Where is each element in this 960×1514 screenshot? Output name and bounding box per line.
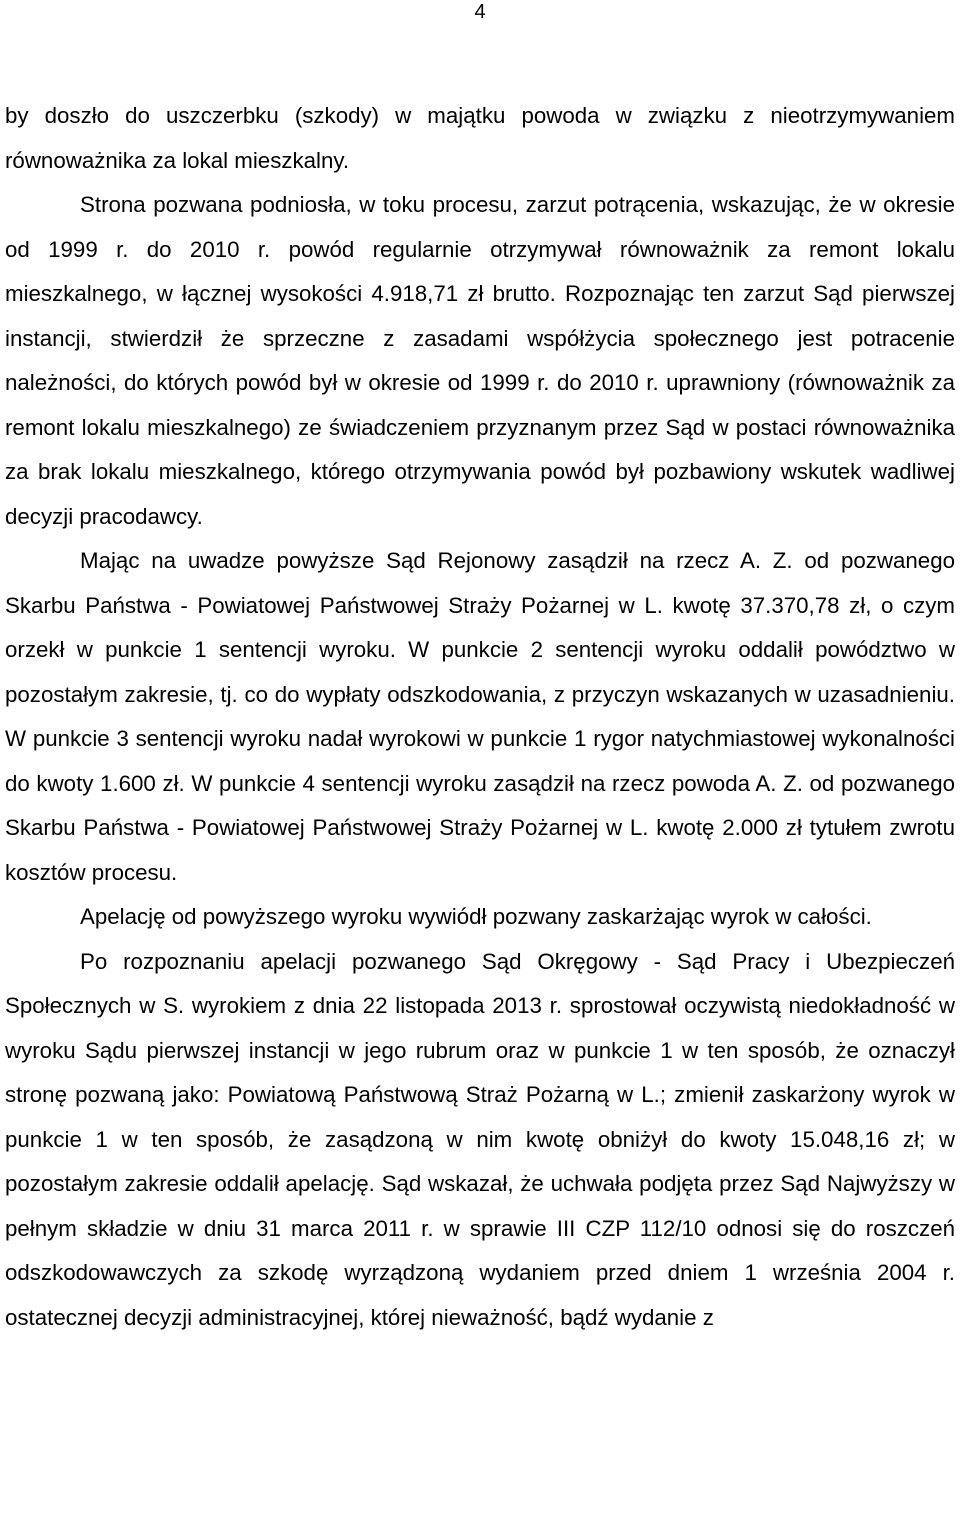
paragraph: Apelację od powyższego wyroku wywiódł pozwany zaskarżając wyrok w całości. (80, 904, 872, 929)
paragraph: Po rozpoznaniu apelacji pozwanego Sąd Okręgowy - Sąd Pracy i Ubezpieczeń Społecznych w S. wyrokiem z dnia 22 listopada 2013 r. sprostował oczywistą niedokładność w wyroku Sądu pierwszej instancji w jego rubrum oraz w punkcie 1 w ten sposób, że oznaczył stronę pozwaną jako: Powiatową Państwową Straż Pożarną w L.; zmienił zaskarżony wyrok w punkcie 1 w ten sposób, że zasądzoną w nim kwotę obniżył do kwoty 15.048,16 zł; w pozostałym zakresie oddalił apelację. Sąd wskazał, że uchwała podjęta przez Sąd Najwyższy w pełnym składzie w dniu 31 marca 2011 r. w sprawie III CZP 112/10 odnosi się do roszczeń odszkodowawczych za szkodę wyrządzoną wydaniem przed dniem 1 września 2004 r. ostatecznej decyzji administracyjnej, której nieważność, bądź wydanie z (5, 948, 955, 1330)
paragraph: Strona pozwana podniosła, w toku procesu, zarzut potrącenia, wskazując, że w okresie od 1999 r. do 2010 r. powód regularnie otrzymywał równoważnik za remont lokalu mieszkalnego, w łącznej wysokości 4.918,71 zł brutto. Rozpoznając ten zarzut Sąd pierwszej instancji, stwierdził że sprzeczne z zasadami współżycia społecznego jest potracenie należności, do których powód był w okresie od 1999 r. do 2010 r. uprawniony (równoważnik za remont lokalu mieszkalnego) ze świadczeniem przyznanym przez Sąd w postaci równoważnika za brak lokalu mieszkalnego, którego otrzymywania powód był pozbawiony wskutek wadliwej decyzji pracodawcy. (5, 192, 955, 529)
page-number: 4 (474, 1, 486, 23)
paragraph: by doszło do uszczerbku (szkody) w majątku powoda w związku z nieotrzymywaniem równoważnika za lokal mieszkalny. (5, 103, 955, 173)
paragraph: Mając na uwadze powyższe Sąd Rejonowy zasądził na rzecz A. Z. od pozwanego Skarbu Państwa - Powiatowej Państwowej Straży Pożarnej w L. kwotę 37.370,78 zł, o czym orzekł w punkcie 1 sentencji wyroku. W punkcie 2 sentencji wyroku oddalił powództwo w pozostałym zakresie, tj. co do wypłaty odszkodowania, z przyczyn wskazanych w uzasadnieniu. W punkcie 3 sentencji wyroku nadał wyrokowi w punkcie 1 rygor natychmiastowej wykonalności do kwoty 1.600 zł. W punkcie 4 sentencji wyroku zasądził na rzecz powoda A. Z. od pozwanego Skarbu Państwa - Powiatowej Państwowej Straży Pożarnej w L. kwotę 2.000 zł tytułem zwrotu kosztów procesu. (5, 548, 955, 885)
document-body (5, 94, 955, 1340)
